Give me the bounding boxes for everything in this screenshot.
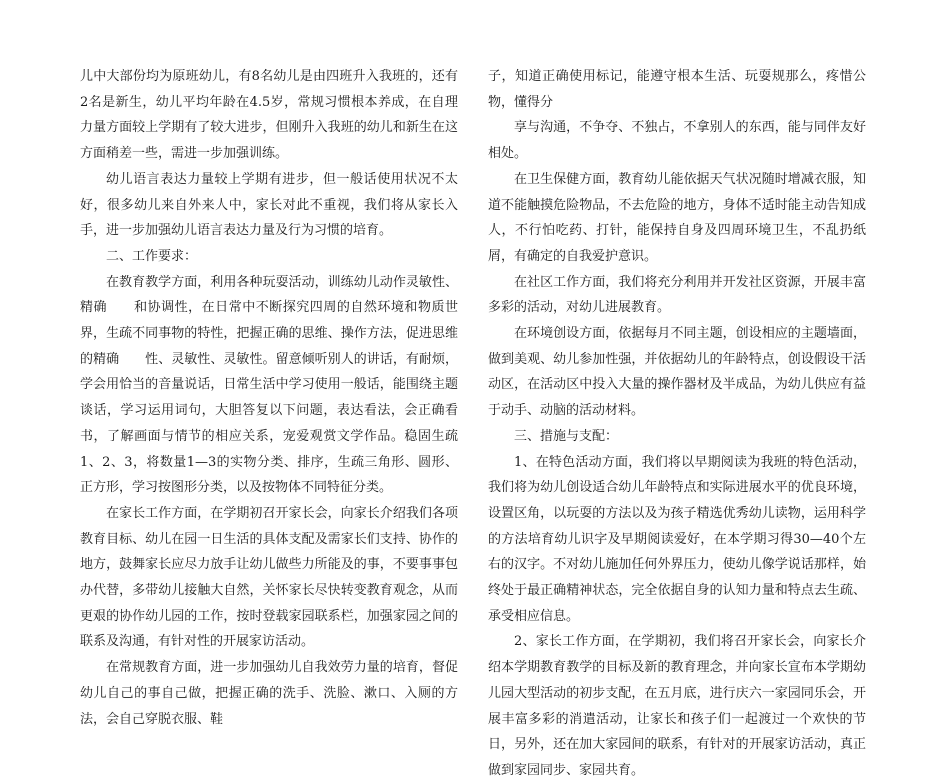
paragraph-parent-work: 在家长工作方面，在学期初召开家长会，向家长介绍我们各项教育目标、幼儿在园一日生活的具体支配及需家长们支持、协作的地方，鼓舞家长应尽力放手让幼儿做些力所能及的事，不要事事包办代替，多带幼儿接触大自然，关怀家长尽快转变教育观念，从而更艰的协作幼儿园的工作，按时登载家园联系栏，加强家园之间的联系及沟通，有针对性的开展家访活动。: [80, 505, 458, 650]
paragraph-parent-meeting: 2、家长工作方面，在学期初，我们将召开家长会，向家长介绍本学期教育教学的目标及新的教育理念，并向家长宣布本学期幼儿园大型活动的初步支配，在五月底，进行庆六一家园同乐会，开展丰富多彩的消遣活动，让家长和孩子们一起渡过一个欢快的节日，另外，还在加大家园间的联系，有针对的开展家访活动，真正做到家园同步、家园共育。: [488, 634, 866, 778]
section-heading-work-requirements: 二、工作要求：: [106, 248, 198, 264]
paragraph-featured-activity: 1、在特色活动方面，我们将以早期阅读为我班的特色活动，我们将为幼儿创设适合幼儿年龄特点和实际进展水平的优良环境，设置区角，以玩耍的方法以及为孩子精选优秀幼儿读物，运用科学的方法培育幼儿识字及早期阅读爱好，在本学期习得30—40个左右的汉字。不对幼儿施加任何外界压力，使幼儿像学说话那样，始终处于最正确精神状态，完全依据自身的认知力量和特点去生疏、承受相应信息。: [488, 454, 866, 624]
paragraph-sharing: 享与沟通，不争夺、不独占，不拿别人的东西，能与同伴友好相处。: [488, 120, 866, 162]
paragraph-community-work: 在社区工作方面，我们将充分利用并开发社区资源，开展丰富多彩的活动，对幼儿进展教育。: [488, 274, 866, 316]
left-column: [80, 64, 458, 732]
paragraph-routine-education: 在常规教育方面，进一步加强幼儿自我效劳力量的培育，督促幼儿自己的事自己做，把握正确的洗手、洗脸、漱口、入厕的方法，会自己穿脱衣服、鞋: [80, 660, 458, 727]
paragraph-teaching: 在教育教学方面，利用各种玩耍活动，训练幼儿动作灵敏性、精确 和协调性，在日常中不断探究四周的自然环境和物质世界，生疏不同事物的特性，把握正确的思维、操作方法，促进思维的精确 性、灵敏性、灵敏性。留意倾听别人的讲话，有耐烦，学会用恰当的音量说话，日常生活中学习使用一般话，能围绕主题谈话，学习运用词句，大胆答复以下问题，表达看法，会正确看书，了解画面与情节的相应关系，宠爱观赏文学作品。稳固生疏1、2、3，将数量1—3的实物分类、排序，生疏三角形、圆形、正方形，学习按图形分类，以及按物体不同特征分类。: [80, 274, 458, 496]
paragraph-routine-continued: 子，知道正确使用标记，能遵守根本生活、玩耍规那么，疼惜公物，懂得分: [488, 69, 866, 110]
paragraph-class-overview: 儿中大部份均为原班幼儿，有8名幼儿是由四班升入我班的，还有2名是新生，幼儿平均年龄在4.5岁，常规习惯根本养成，在自理力量方面较上学期有了较大进步，但刚升入我班的幼儿和新生在这方面稍差一些，需进一步加强训练。: [80, 69, 458, 162]
paragraph-environment: 在环境创设方面，依据每月不同主题，创设相应的主题墙面，做到美观、幼儿参加性强，并依据幼儿的年龄特点，创设假设干活动区，在活动区中投入大量的操作器材及半成品，为幼儿供应有益于动手、动脑的活动材料。: [488, 326, 866, 419]
paragraph-language-ability: 幼儿语言表达力量较上学期有进步，但一般话使用状况不太好，很多幼儿来自外来人中，家长对此不重视，我们将从家长入手，进一步加强幼儿语言表达力量及行为习惯的培育。: [80, 171, 458, 239]
section-heading-measures: 三、措施与支配：: [514, 428, 619, 444]
right-column: [488, 64, 866, 784]
paragraph-health-care: 在卫生保健方面，教育幼儿能依据天气状况随时增减衣服，知道不能触摸危险物品，不去危险的地方，身体不适时能主动告知成人，不行怕吃药、打针，能保持自身及四周环境卫生，不乱扔纸屑，有确定的自我爱护意识。: [488, 171, 866, 264]
